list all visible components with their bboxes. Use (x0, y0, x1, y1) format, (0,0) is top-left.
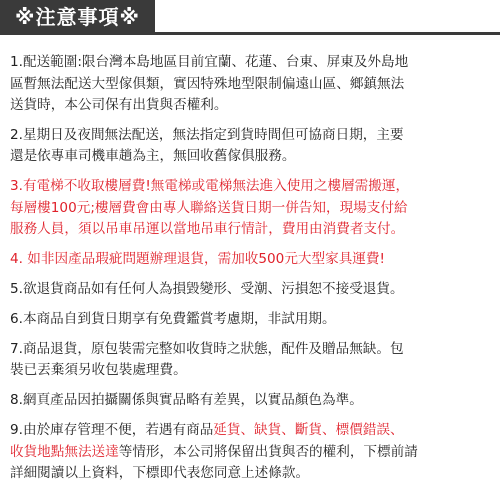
notice-item-9-text-a: 9.由於庫存管理不便，若遇有商品 (10, 422, 214, 439)
header-title: ※注意事項※ (0, 0, 155, 34)
notice-item-9-highlight-b: 收貨地點無法送達 (10, 443, 119, 460)
notice-item-6-line-1: 6.本商品自到貨日期享有免費鑑賞考慮期，非試用期。 (10, 310, 336, 327)
notice-item-6 (10, 309, 498, 331)
notice-item-1 (10, 52, 498, 117)
notice-item-8-line-1: 8.網頁產品因拍攝關係與實品略有差異，以實品顏色為準。 (10, 392, 363, 409)
notice-item-9-line-2 (10, 442, 498, 464)
notice-item-3-line-3: 服務人員，須以吊車吊運以當地吊車行情計，費用由消費者支付。 (10, 221, 405, 238)
notice-item-8 (10, 390, 498, 412)
notice-item-4-line-1: 4. 如非因產品瑕疵問題辦理退貨，需加收500元大型家具運費! (10, 251, 385, 268)
notice-item-1-line-3: 送貨時，本公司保有出貨與否權利。 (10, 97, 228, 114)
notice-item-9 (10, 420, 498, 485)
notice-item-2 (10, 125, 498, 168)
notice-item-3-line-2: 每層樓100元;樓層費會由專人聯絡送貨日期一併告知，現場支付給 (10, 199, 408, 216)
notice-item-5-line-1: 5.欲退貨商品如有任何人為損毀變形、受潮、污損恕不接受退貨。 (10, 281, 404, 298)
notice-item-2-line-2: 還是依專車司機車趟為主，無回收舊傢俱服務。 (10, 148, 296, 165)
notice-item-9-highlight-a: 延貨、缺貨、斷貨、標價錯誤、 (213, 422, 404, 439)
notice-item-5 (10, 279, 498, 301)
notice-item-9-line-3: 詳細閱讀以上資料，下標即代表您同意上述條款。 (10, 465, 310, 482)
notice-item-3 (10, 176, 498, 241)
notice-item-4 (10, 249, 498, 271)
notice-item-1-line-1: 1.配送範圍:限台灣本島地區目前宜蘭、花蓮、台東、屏東及外島地 (10, 54, 409, 70)
notice-item-7-line-2: 裝已丟棄須另收包裝處理費。 (10, 362, 187, 379)
notice-item-9-text-b: 等情形，本公司將保留出貨與否的權利，下標前請 (118, 443, 418, 460)
notice-item-9-line-1 (10, 420, 498, 442)
header-divider (0, 32, 500, 35)
notice-item-7 (10, 339, 498, 382)
notice-item-2-line-1: 2.星期日及夜間無法配送，無法指定到貨時間但可協商日期，主要 (10, 126, 404, 143)
notice-item-3-line-1: 3.有電梯不收取樓層費!無電梯或電梯無法進入使用之樓層需搬運， (10, 178, 410, 195)
notice-item-7-line-1: 7.商品退貨，原包裝需完整如收貨時之狀態，配件及贈品無缺。包 (10, 340, 404, 357)
notice-list (10, 52, 498, 493)
notice-item-1-line-2: 區暫無法配送大型傢俱類，實因特殊地型限制偏遠山區、鄉鎮無法 (10, 75, 405, 92)
